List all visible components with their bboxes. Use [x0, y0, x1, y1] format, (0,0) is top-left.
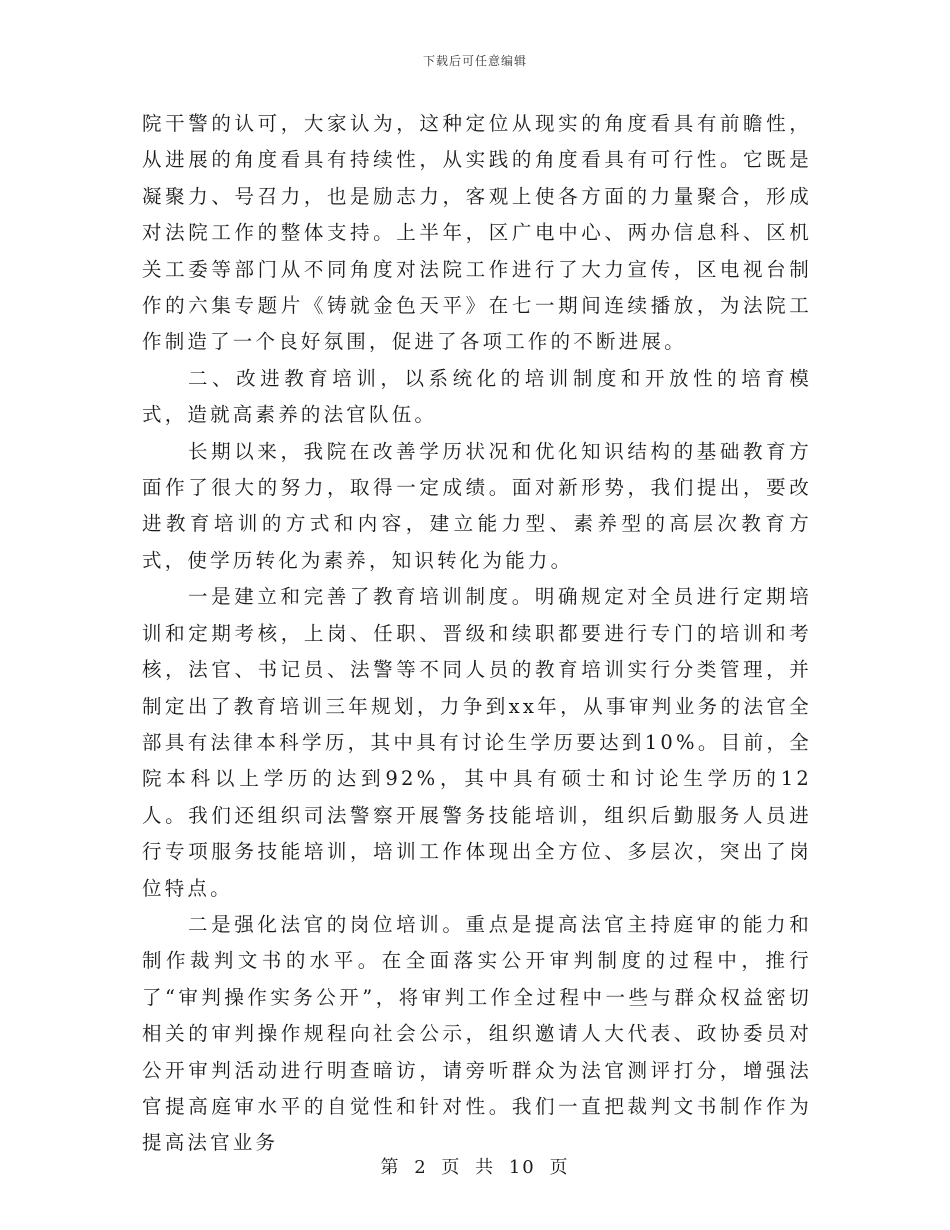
header-note: 下载后可任意编辑: [422, 54, 527, 68]
section-heading-two: 二、改进教育培训，以系统化的培训制度和开放性的培育模式，造就高素养的法官队伍。: [142, 366, 812, 427]
paragraph-continuation: 院干警的认可，大家认为，这种定位从现实的角度看具有前瞻性，从进展的角度看具有持续性，从实践的角度看具有可行性。它既是凝聚力、号召力，也是励志力，客观上使各方面的力量聚合，形成对法院工作的整体支持。上半年，区广电中心、两办信息科、区机关工委等部门从不同角度对法院工作进行了大力宣传，区电视台制作的六集专题片《铸就金色天平》在七一期间连续播放，为法院工作制造了一个良好氛围，促进了各项工作的不断进展。: [142, 112, 812, 354]
paragraph-post-training: 二是强化法官的岗位培训。重点是提高法官主持庭审的能力和制作裁判文书的水平。在全面落实公开审判制度的过程中，推行了“审判操作实务公开”，将审判工作全过程中一些与群众权益密切相关的审判操作规程向社会公示，组织邀请人大代表、政协委员对公开审判活动进行明查暗访，请旁听群众为法官测评打分，增强法官提高庭审水平的自觉性和针对性。我们一直把裁判文书制作作为提高法官业务: [142, 912, 812, 1155]
paragraph-background: 长期以来，我院在改善学历状况和优化知识结构的基础教育方面作了很大的努力，取得一定成绩。面对新形势，我们提出，要改进教育培训的方式和内容，建立能力型、素养型的高层次教育方式，使学历转化为素养，知识转化为能力。: [142, 439, 812, 572]
paragraph-training-system: 一是建立和完善了教育培训制度。明确规定对全员进行定期培训和定期考核，上岗、任职、晋级和续职都要进行专门的培训和考核，法官、书记员、法警等不同人员的教育培训实行分类管理，并制定出了教育培训三年规划，力争到xx年，从事审判业务的法官全部具有法律本科学历，其中具有讨论生学历要达到10%。目前，全院本科以上学历的达到92%，其中具有硕士和讨论生学历的12人。我们还组织司法警察开展警务技能培训，组织后勤服务人员进行专项服务技能培训，培训工作体现出全方位、多层次，突出了岗位特点。: [142, 585, 812, 900]
document-body: [142, 106, 812, 1162]
page-footer: 第 2 页 共 10 页: [380, 1157, 570, 1178]
